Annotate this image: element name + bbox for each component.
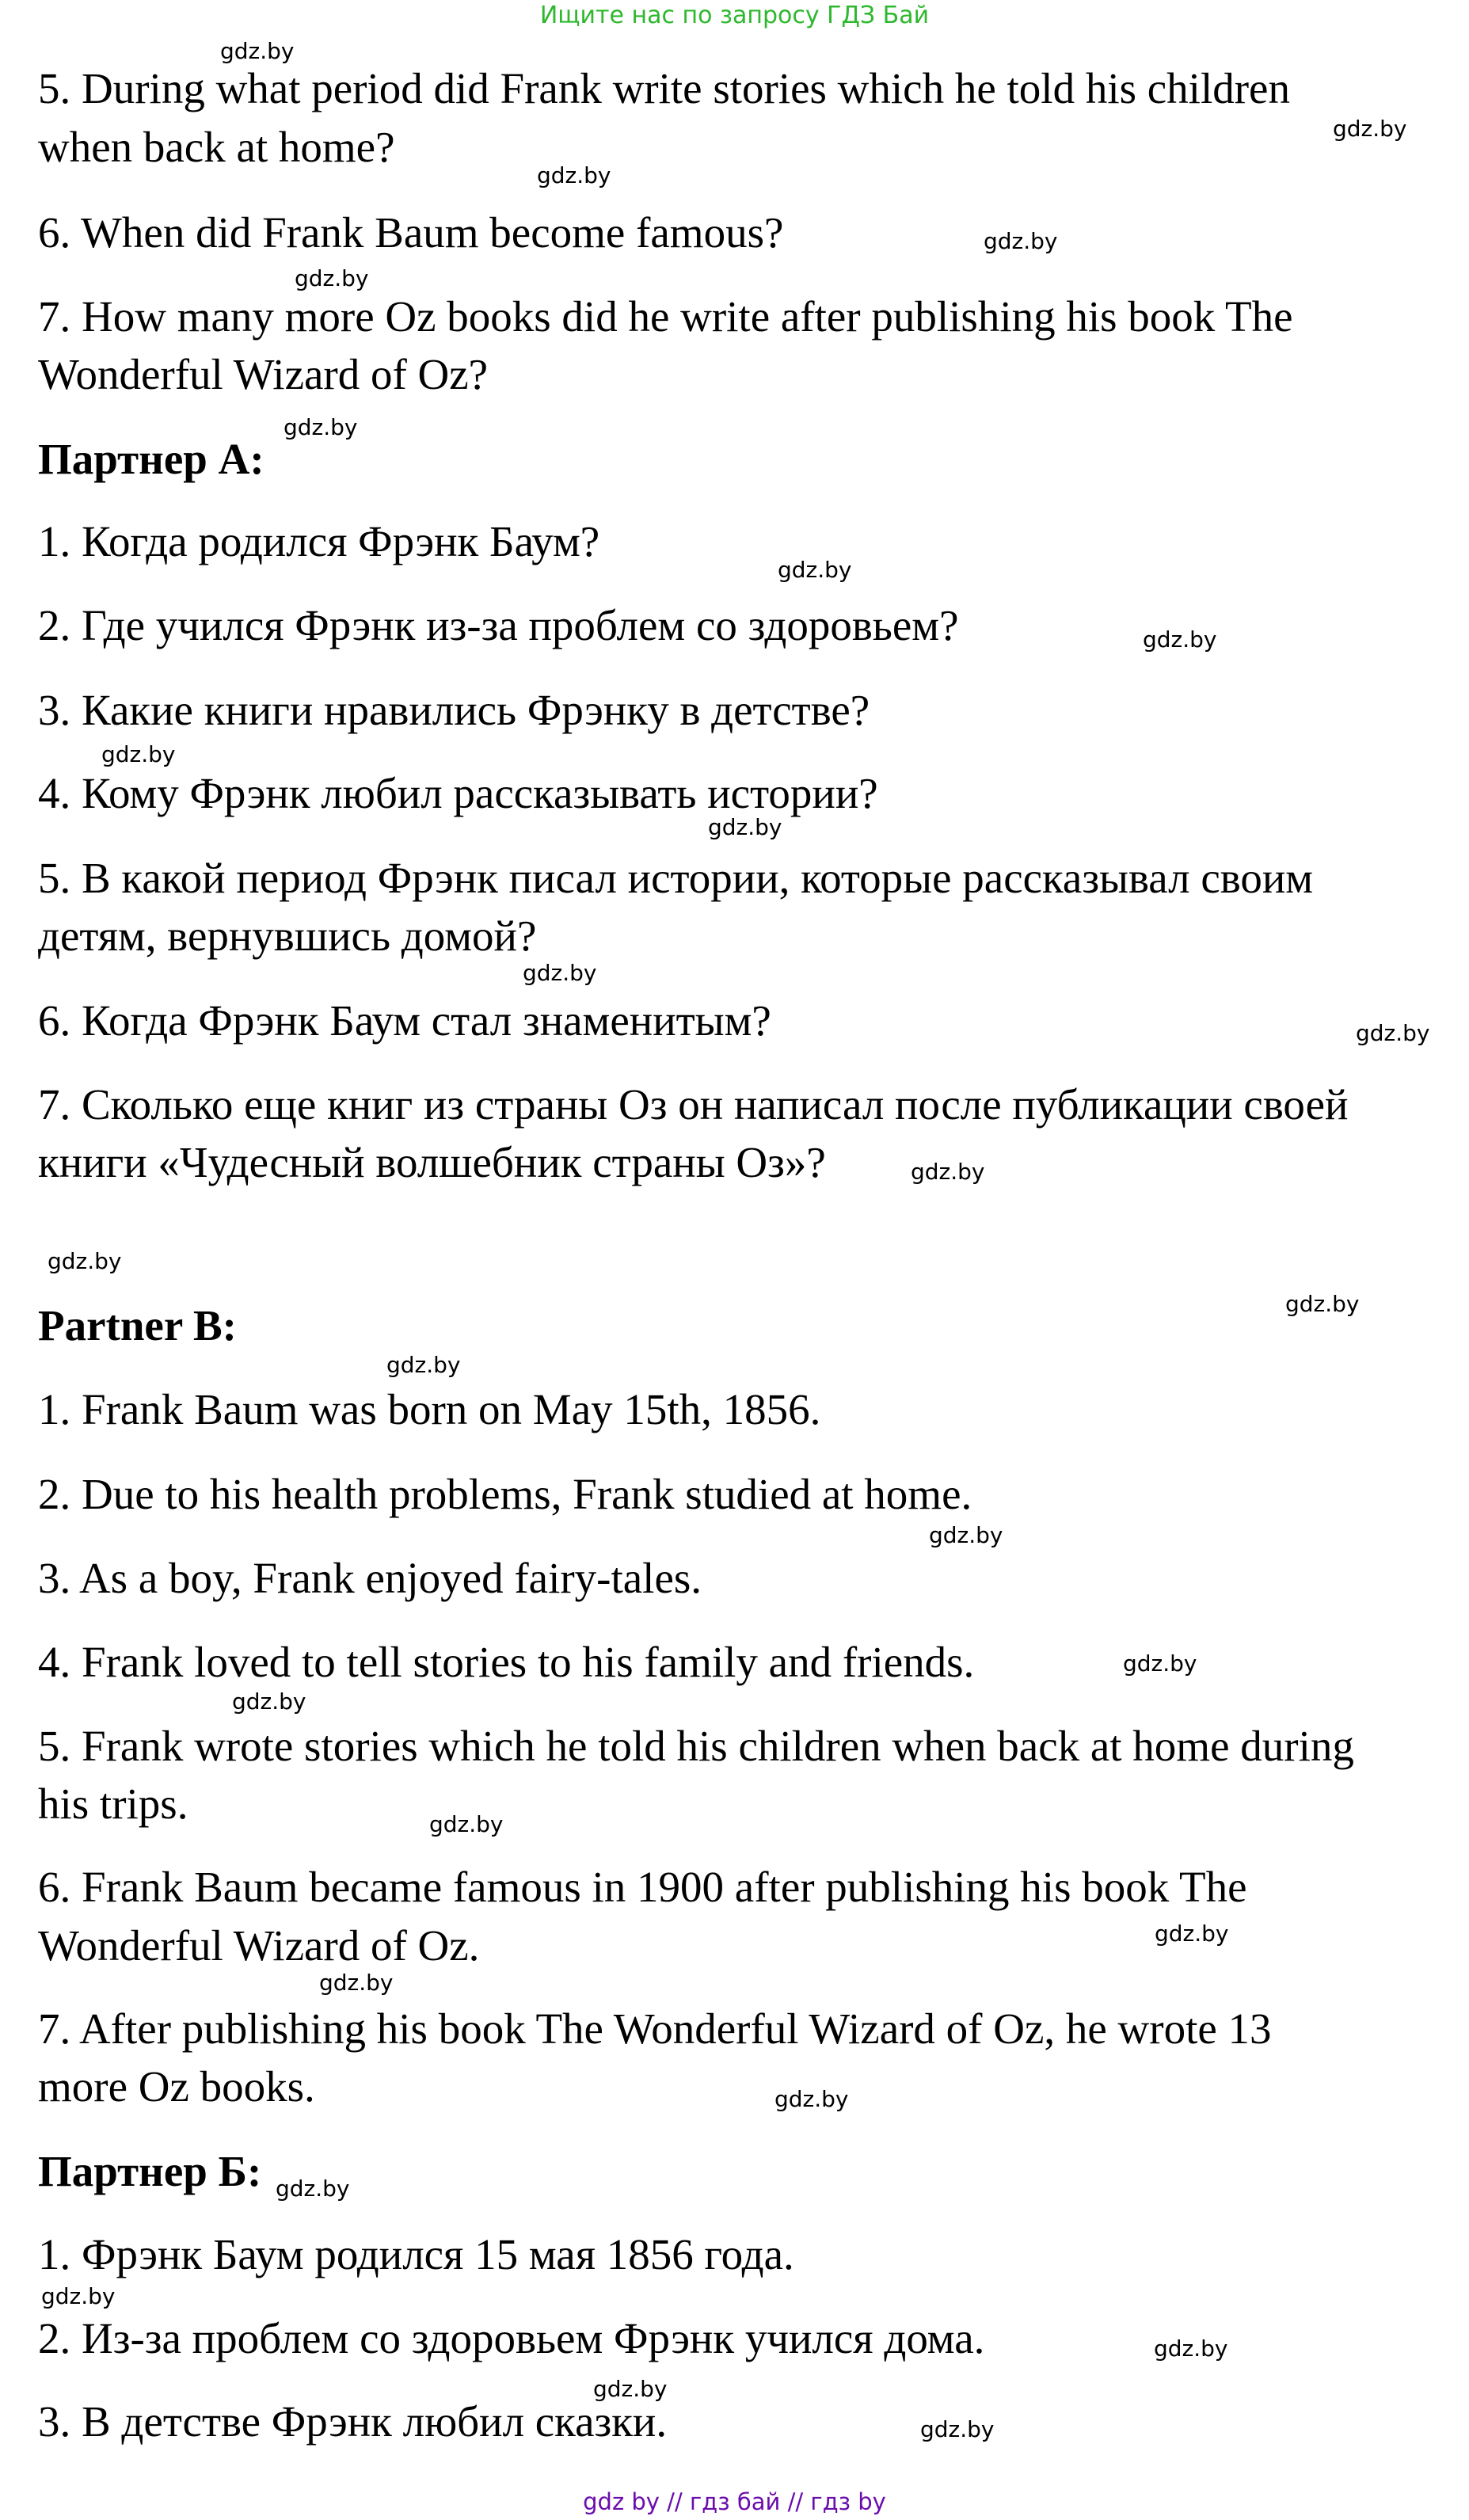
text-line: 2. Из-за проблем со здоровьем Фрэнк учился дома. [38, 2314, 985, 2362]
text-line: 7. How many more Oz books did he write after publishing his book The [38, 292, 1293, 341]
watermark: gdz.by [1154, 2335, 1228, 2362]
text-line: детям, вернувшись домой? [38, 912, 537, 960]
watermark: gdz.by [276, 2175, 350, 2202]
text-line: 2. Где учился Фрэнк из-за проблем со здоровьем? [38, 601, 959, 649]
top-banner: Ищите нас по запросу ГДЗ Бай [539, 2, 930, 29]
text-line: 3. Какие книги нравились Фрэнку в детстве? [38, 686, 870, 734]
watermark: gdz.by [429, 1811, 504, 1837]
text-line: 6. Frank Baum became famous in 1900 after publishing his book The [38, 1863, 1247, 1911]
watermark: gdz.by [1356, 1020, 1430, 1046]
section-heading-partner-b: Partner B: [38, 1301, 237, 1349]
watermark: gdz.by [593, 2376, 668, 2402]
text-line: книги «Чудесный волшебник страны Оз»? [38, 1138, 826, 1186]
text-line: 5. During what period did Frank write stories which he told his children [38, 64, 1290, 112]
text-line: 5. В какой период Фрэнк писал истории, которые рассказывал своим [38, 854, 1314, 902]
watermark: gdz.by [41, 2283, 116, 2309]
watermark: gdz.by [295, 265, 369, 291]
text-line: 2. Due to his health problems, Frank studied at home. [38, 1470, 972, 1518]
watermark: gdz.by [319, 1970, 394, 1996]
watermark: gdz.by [920, 2416, 995, 2442]
text-line: when back at home? [38, 123, 395, 171]
text-line: more Oz books. [38, 2062, 315, 2111]
text-line: 3. В детстве Фрэнк любил сказки. [38, 2397, 668, 2446]
watermark: gdz.by [984, 228, 1058, 254]
text-line: 1. Фрэнк Баум родился 15 мая 1856 года. [38, 2230, 794, 2278]
watermark: gdz.by [537, 162, 611, 188]
watermark: gdz.by [386, 1352, 461, 1378]
text-line: Wonderful Wizard of Oz. [38, 1921, 480, 1970]
watermark: gdz.by [774, 2086, 849, 2112]
watermark: gdz.by [1143, 626, 1217, 653]
text-line: 7. Сколько еще книг из страны Оз он написал после публикации своей [38, 1080, 1349, 1129]
section-heading-partner-a-ru: Партнер А: [38, 435, 264, 483]
watermark: gdz.by [232, 1688, 306, 1715]
watermark: gdz.by [911, 1159, 985, 1185]
text-line: 4. Кому Фрэнк любил рассказывать истории? [38, 769, 878, 817]
watermark: gdz.by [101, 741, 176, 767]
text-line: 3. As a boy, Frank enjoyed fairy-tales. [38, 1554, 702, 1602]
watermark: gdz.by [778, 557, 852, 583]
watermark: gdz.by [48, 1248, 122, 1274]
text-line: 1. Frank Baum was born on May 15th, 1856. [38, 1385, 821, 1433]
text-line: 6. When did Frank Baum become famous? [38, 208, 784, 257]
watermark: gdz.by [1155, 1920, 1229, 1947]
text-line: his trips. [38, 1780, 188, 1828]
watermark: gdz.by [523, 960, 597, 986]
text-line: Wonderful Wizard of Oz? [38, 350, 489, 398]
watermark: gdz.by [220, 38, 295, 64]
watermark: gdz.by [1333, 116, 1407, 142]
section-heading-partner-b-ru: Партнер Б: [38, 2147, 262, 2195]
bottom-banner: gdz by // гдз бай // гдз by [583, 2488, 886, 2515]
watermark: gdz.by [929, 1522, 1003, 1548]
watermark: gdz.by [1285, 1291, 1360, 1317]
text-line: 6. Когда Фрэнк Баум стал знаменитым? [38, 996, 771, 1045]
text-line: 4. Frank loved to tell stories to his family and friends. [38, 1638, 975, 1686]
text-line: 5. Frank wrote stories which he told his children when back at home during [38, 1722, 1354, 1770]
watermark: gdz.by [1123, 1650, 1197, 1677]
text-line: 7. After publishing his book The Wonderful Wizard of Oz, he wrote 13 [38, 2004, 1272, 2053]
watermark: gdz.by [708, 814, 782, 840]
watermark: gdz.by [284, 414, 358, 440]
text-line: 1. Когда родился Фрэнк Баум? [38, 517, 600, 565]
